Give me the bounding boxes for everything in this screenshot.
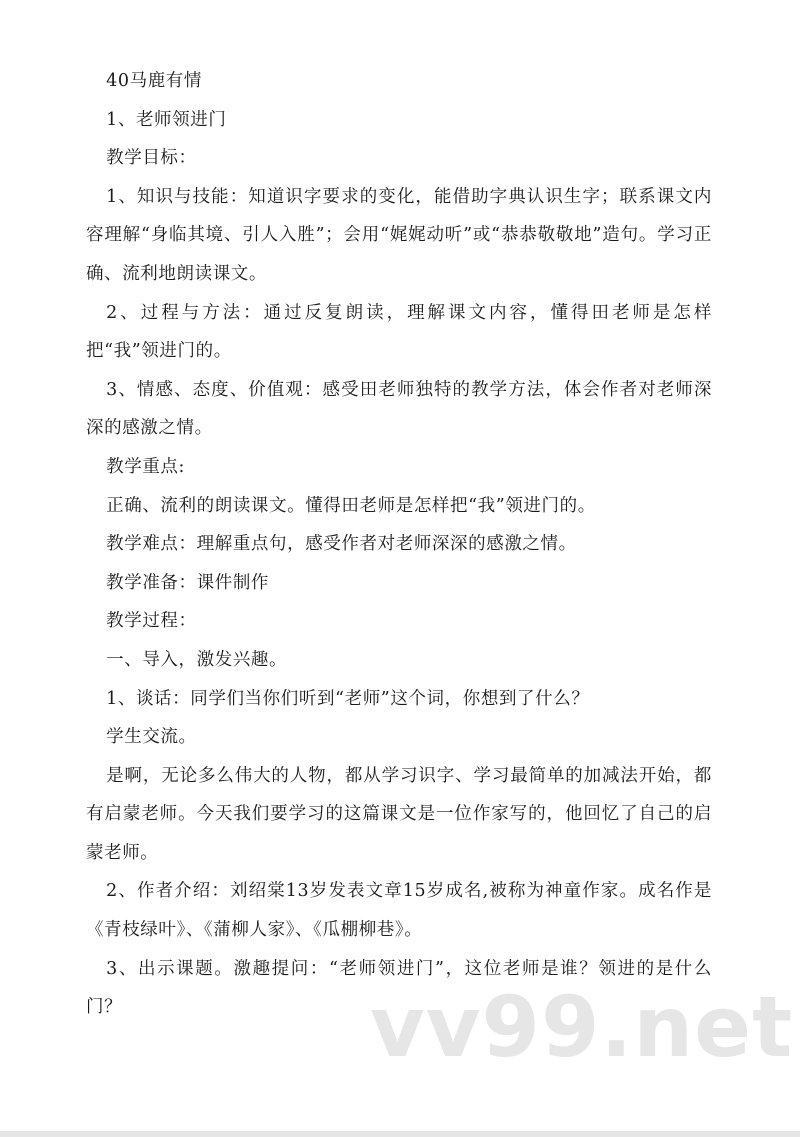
show-title: 3、出示课题。激趣提问：“老师领进门”，这位老师是谁？领进的是什么门？ [86,958,712,1018]
section-heading-goals: 教学目标： [106,148,197,169]
section-heading-key-points: 教学重点: [106,456,186,477]
goal-knowledge: 1、知识与技能：知道识字要求的变化，能借助字典认识生字；联系课文内容理解“身临其境、引人入胜”；会用“娓娓动听”或“恭恭敬敬地”造句。学习正确、流利地朗读课文。 [86,186,712,284]
difficult-points: 教学难点：理解重点句，感受作者对老师深深的感激之情。 [106,534,577,555]
document-body [86,62,712,1027]
goal-emotion: 3、情感、态度、价值观：感受田老师独特的教学方法，体会作者对老师深深的感激之情。 [86,379,712,439]
step-intro: 一、导入，激发兴趣。 [106,649,288,670]
student-exchange: 学生交流。 [106,727,197,748]
page-bottom-edge [0,1131,800,1137]
goal-process: 2、过程与方法：通过反复朗读，理解课文内容，懂得田老师是怎样把“我”领进门的。 [86,302,712,362]
key-points-text: 正确、流利的朗读课文。懂得田老师是怎样把“我”领进门的。 [106,495,596,516]
teacher-remark: 是啊，无论多么伟大的人物，都从学习识字、学习最简单的加减法开始，都有启蒙老师。今天我们要学习的这篇课文是一位作家写的，他回忆了自己的启蒙老师。 [86,765,712,863]
step-talk: 1、谈话：同学们当你们听到“老师”这个词，你想到了什么？ [106,688,590,709]
author-intro: 2、作者介绍：刘绍棠13岁发表文章15岁成名,被称为神童作家。成名作是《青枝绿叶》、《蒲柳人家》、《瓜棚柳巷》。 [86,881,712,941]
watermark-logo: vv99.net [370,978,794,1076]
lesson-heading: 1、老师领进门 [106,109,227,130]
document-title: 40马鹿有情 [106,71,202,91]
section-heading-process: 教学过程： [106,611,197,632]
preparation: 教学准备：课件制作 [106,572,270,593]
